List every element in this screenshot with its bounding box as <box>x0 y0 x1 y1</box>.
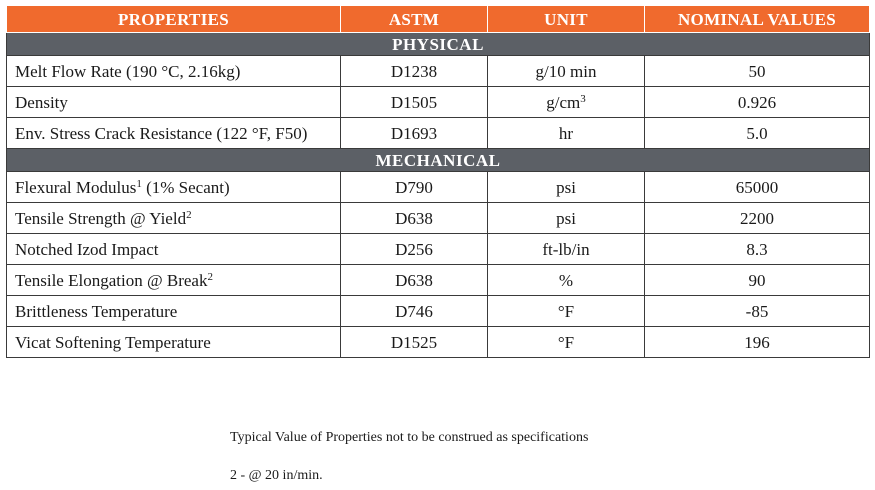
property-cell <box>7 296 341 327</box>
astm-cell: D638 <box>341 265 488 296</box>
property-name: Density <box>15 92 68 112</box>
unit-cell <box>488 265 645 296</box>
astm-cell: D1505 <box>341 87 488 118</box>
property-name: Brittleness Temperature <box>15 301 178 321</box>
unit-text: °F <box>557 332 575 352</box>
unit-text: °F <box>557 301 575 321</box>
unit-cell <box>488 172 645 203</box>
unit-cell <box>488 56 645 87</box>
nominal-value-cell: 0.926 <box>645 87 870 118</box>
table-row <box>7 327 870 358</box>
footnote-marker: 1 <box>136 177 142 190</box>
nominal-value-cell: 90 <box>645 265 870 296</box>
footnote-2: 2 - @ 20 in/min. <box>230 468 323 483</box>
property-cell <box>7 265 341 296</box>
nominal-value-cell: 65000 <box>645 172 870 203</box>
nominal-value-cell: 8.3 <box>645 234 870 265</box>
nominal-value-cell: 2200 <box>645 203 870 234</box>
astm-cell: D790 <box>341 172 488 203</box>
section-title: PHYSICAL <box>7 33 870 56</box>
unit-cell <box>488 327 645 358</box>
table-row <box>7 265 870 296</box>
unit-text: psi <box>556 177 576 197</box>
table-body <box>7 33 870 358</box>
nominal-value-cell: -85 <box>645 296 870 327</box>
section-title: MECHANICAL <box>7 149 870 172</box>
section-row <box>7 149 870 172</box>
unit-text: hr <box>558 123 574 143</box>
disclaimer-note: Typical Value of Properties not to be construed as specifications <box>230 430 589 445</box>
table-row <box>7 296 870 327</box>
nominal-value-cell: 196 <box>645 327 870 358</box>
property-cell <box>7 56 341 87</box>
table-row <box>7 56 870 87</box>
unit-cell <box>488 296 645 327</box>
header-unit: UNIT <box>488 6 645 33</box>
properties-table <box>6 5 870 358</box>
property-cell <box>7 203 341 234</box>
unit-cell <box>488 87 645 118</box>
header-astm: ASTM <box>341 6 488 33</box>
footnote-marker: 2 <box>207 270 213 283</box>
table-header-row <box>7 6 870 33</box>
footnote-marker: 2 <box>186 208 192 221</box>
header-properties: PROPERTIES <box>7 6 341 33</box>
table-row <box>7 87 870 118</box>
unit-exponent: 3 <box>580 92 586 105</box>
table-row <box>7 203 870 234</box>
table-row <box>7 118 870 149</box>
property-name: Flexural Modulus <box>15 177 137 197</box>
property-cell <box>7 234 341 265</box>
property-name: Vicat Softening Temperature <box>15 332 211 352</box>
unit-cell <box>488 118 645 149</box>
astm-cell: D1693 <box>341 118 488 149</box>
property-name: Tensile Strength @ Yield <box>15 208 187 228</box>
unit-text: psi <box>556 208 576 228</box>
table-row <box>7 172 870 203</box>
unit-cell <box>488 234 645 265</box>
nominal-value-cell: 5.0 <box>645 118 870 149</box>
property-name: Env. Stress Crack Resistance (122 °F, F50) <box>15 123 308 143</box>
property-name: Tensile Elongation @ Break <box>15 270 208 290</box>
astm-cell: D1525 <box>341 327 488 358</box>
nominal-value-cell: 50 <box>645 56 870 87</box>
property-cell <box>7 118 341 149</box>
astm-cell: D1238 <box>341 56 488 87</box>
property-cell <box>7 327 341 358</box>
header-nominal-values: NOMINAL VALUES <box>645 6 870 33</box>
property-cell <box>7 87 341 118</box>
property-cell <box>7 172 341 203</box>
section-row <box>7 33 870 56</box>
unit-text: g/cm <box>546 92 581 112</box>
property-qualifier: (1% Secant) <box>141 177 230 197</box>
astm-cell: D746 <box>341 296 488 327</box>
property-name: Notched Izod Impact <box>15 239 159 259</box>
astm-cell: D256 <box>341 234 488 265</box>
unit-text: g/10 min <box>535 61 597 81</box>
unit-text: ft-lb/in <box>542 239 590 259</box>
unit-text: % <box>558 270 574 290</box>
unit-cell <box>488 203 645 234</box>
table-row <box>7 234 870 265</box>
astm-cell: D638 <box>341 203 488 234</box>
property-name: Melt Flow Rate (190 °C, 2.16kg) <box>15 61 241 81</box>
